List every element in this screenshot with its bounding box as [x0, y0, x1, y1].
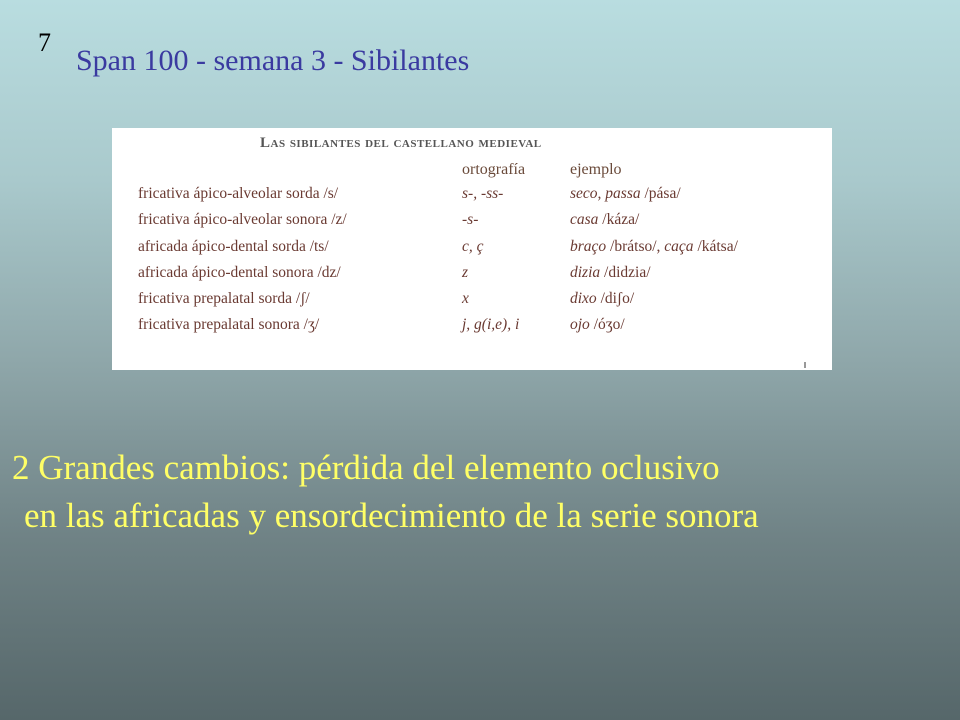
sibilants-table-image	[112, 128, 832, 370]
body-line-2: en las africadas y ensordecimiento de la serie sonora	[24, 496, 759, 535]
row-example	[570, 316, 625, 334]
row-orthography: j, g(i,e), i	[462, 316, 520, 333]
row-description: africada ápico-dental sorda /ts/	[138, 238, 329, 255]
example-word: braço	[570, 238, 607, 255]
row-example	[570, 211, 639, 229]
row-example	[570, 238, 738, 256]
example-ipa: /pása/	[640, 185, 681, 202]
body-text	[12, 444, 759, 540]
row-description: africada ápico-dental sonora /dz/	[138, 264, 341, 281]
example-ipa: /káza/	[598, 211, 640, 228]
column-header-ejemplo: ejemplo	[570, 161, 622, 178]
example-ipa: /brátso/,	[606, 238, 665, 255]
scan-artifact	[804, 362, 806, 368]
example-ipa-2: /kátsa/	[693, 238, 738, 255]
row-example	[570, 185, 681, 203]
row-description: fricativa prepalatal sonora /ʒ/	[138, 316, 320, 333]
slide-title: Span 100 - semana 3 - Sibilantes	[76, 44, 470, 77]
row-orthography: x	[462, 290, 469, 307]
example-word: seco, passa	[570, 185, 641, 202]
example-ipa: /óʒo/	[589, 316, 625, 333]
slide-number: 7	[38, 28, 51, 57]
row-orthography: -s-	[462, 211, 479, 228]
row-description: fricativa ápico-alveolar sonora /z/	[138, 211, 347, 228]
example-ipa: /diʃo/	[596, 290, 635, 307]
row-orthography: z	[462, 264, 469, 281]
example-word: dizia	[570, 264, 601, 281]
table-heading: Las sibilantes del castellano medieval	[260, 135, 542, 151]
example-word-2: caça	[664, 238, 694, 255]
row-orthography: c, ç	[462, 238, 484, 255]
example-word: dixo	[570, 290, 597, 307]
row-description: fricativa ápico-alveolar sorda /s/	[138, 185, 339, 202]
example-ipa: /didzia/	[600, 264, 651, 281]
example-word: casa	[570, 211, 599, 228]
column-header-ortografia: ortografía	[462, 161, 526, 178]
row-example	[570, 264, 651, 282]
row-description: fricativa prepalatal sorda /ʃ/	[138, 290, 310, 307]
row-orthography: s-, -ss-	[462, 185, 504, 202]
row-example	[570, 290, 634, 308]
example-word: ojo	[570, 316, 590, 333]
body-line-1: 2 Grandes cambios: pérdida del elemento oclusivo	[12, 448, 720, 487]
